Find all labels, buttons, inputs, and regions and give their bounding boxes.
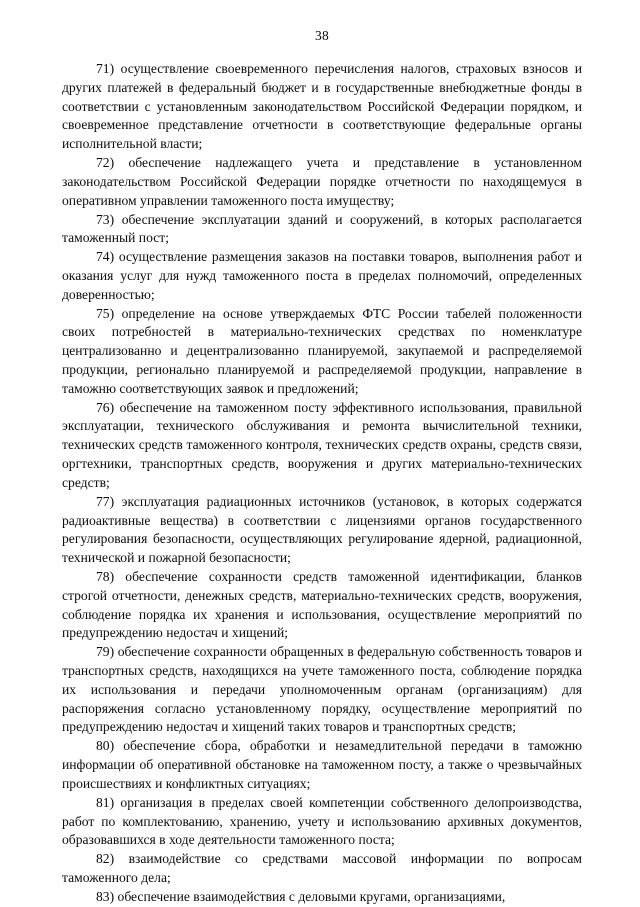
document-body bbox=[62, 60, 582, 907]
paragraph: 76) обеспечение на таможенном посту эффективного использования, правильной эксплуатации, технического обслуживания и ремонта вычислительной техники, технических средств таможенного контроля, технических средств охраны, средств связи, оргтехники, транспортных средств, вооружения и других материально-технических средств; bbox=[62, 399, 582, 490]
paragraph: 81) организация в пределах своей компетенции собственного делопроизводства, работ по комплектованию, хранению, учету и использованию архивных документов, образовавшихся в ходе деятельности таможенного поста; bbox=[62, 794, 582, 848]
paragraph: 75) определение на основе утверждаемых ФТС России табелей положенности своих потребностей в материально-технических средствах по номенклатуре централизованно и децентрализованно планируемой, закупаемой и распределяемой продукции, регионально планируемой и распределяемой продукции, направление в таможню соответствующих заявок и предложений; bbox=[62, 305, 582, 396]
page-number: 38 bbox=[315, 28, 329, 43]
paragraph: 80) обеспечение сбора, обработки и незамедлительной передачи в таможню информации об оперативной обстановке на таможенном посту, а также о чрезвычайных происшествиях и конфликтных ситуациях; bbox=[62, 738, 582, 791]
paragraph: 82) взаимодействие со средствами массовой информации по вопросам таможенного дела; bbox=[62, 851, 582, 885]
paragraph: 73) обеспечение эксплуатации зданий и сооружений, в которых располагается таможенный пост; bbox=[62, 211, 582, 246]
paragraph: 83) обеспечение взаимодействия с деловыми кругами, организациями, bbox=[96, 888, 506, 904]
paragraph: 72) обеспечение надлежащего учета и представление в установленном законодательством Российской Федерации порядке отчетности по находящемуся в оперативном управлении таможенного поста имуществу; bbox=[62, 155, 582, 208]
paragraph: 74) осуществление размещения заказов на поставки товаров, выполнения работ и оказания услуг для нужд таможенного поста в пределах полномочий, определенных доверенностью; bbox=[62, 249, 582, 302]
paragraph: 78) обеспечение сохранности средств таможенной идентификации, бланков строгой отчетности, денежных средств, материально-технических средств, вооружения, соблюдение порядка их хранения и использования, осуществление мероприятий по предупреждению недостач и хищений; bbox=[62, 568, 582, 641]
paragraph: 79) обеспечение сохранности обращенных в федеральную собственность товаров и транспортных средств, находящихся на учете таможенного поста, соблюдение порядка их использования и передачи уполномоченным органам (организациям) для распоряжения согласно установленному порядку, осуществление мероприятий по предупреждению недостач и хищений таких товаров и транспортных средств; bbox=[62, 644, 582, 735]
paragraph: 71) осуществление своевременного перечисления налогов, страховых взносов и других платежей в федеральный бюджет и в государственные внебюджетные фонды в соответствии с установленным законодательством Российской Федерации порядком, и своевременное представление отчетности в соответствующие федеральные органы исполнительной власти; bbox=[62, 61, 582, 152]
paragraph: 77) эксплуатация радиационных источников (установок, в которых содержатся радиоактивные вещества) в соответствии с лицензиями органов государственного регулирования безопасности, осуществляющих регулирование ядерной, радиационной, технической и пожарной безопасности; bbox=[62, 493, 582, 566]
